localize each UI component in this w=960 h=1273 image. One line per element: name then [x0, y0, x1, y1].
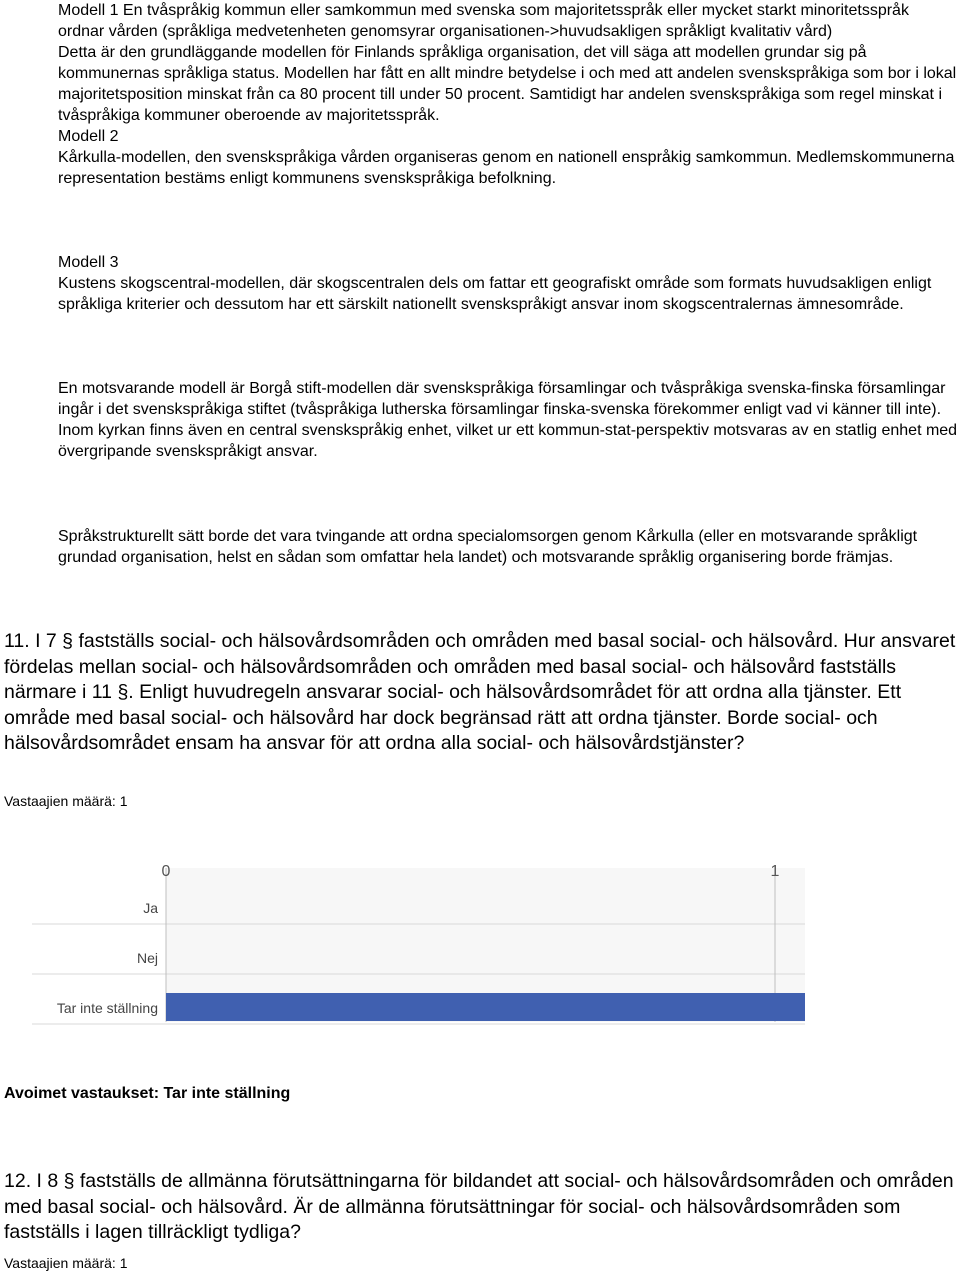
model1-title: Modell 1 En tvåspråkig kommun eller samkommun med svenska som majoritetsspråk eller mycket starkt minoritetsspråk ordnar vården (språkliga medvetenheten genomsyrar organisationen->huvudsakligen språkligt kvalitativ vård) — [58, 2, 909, 40]
model2-description: Kårkulla-modellen, den svenskspråkiga vården organiseras genom en nationell enspråkig samkommun. Medlemskommunerna representation bestäms enligt kommunens svenskspråkiga befolkning. — [58, 149, 955, 187]
chart-bar — [166, 993, 805, 1021]
model1-description: Detta är den grundläggande modellen för Finlands språkliga organisation, det vill säga att modellen grundar sig på kommunernas språkliga status. Modellen har fått en allt mindre betydelse i och med att andelen svenskspråkiga som bor i lokal majoritetsposition minskat från ca 80 procent till under 50 procent. Samtidigt har andelen svenskspråkiga som regel minskat i tvåspråkiga kommuner oberoende av majoritetsspråk. — [58, 44, 957, 124]
chart-x-tick-label: 1 — [770, 863, 780, 880]
q11-respondent-count: Vastaajien määrä: 1 — [4, 793, 128, 809]
chart-category-labels — [57, 900, 158, 1016]
q12-respondent-count: Vastaajien määrä: 1 — [4, 1255, 128, 1271]
question-11: 11. I 7 § fastställs social- och hälsovårdsområden och områden med basal social- och hälsovård. Hur ansvaret fördelas mellan social- och hälsovårdsområden och områden med basal social- och hälsovård fastställs närmare i 11 §. Enligt huvudregeln ansvarar social- och hälsovårdsområdet för att ordna alla tjänster. Ett område med basal social- och hälsovård har dock begränsad rätt att ordna tjänster. Borde social- och hälsovårdsområdet ensam ha ansvar för att ordna alla social- och hälsovårdstjänster? — [4, 630, 956, 754]
q11-open-answers: Avoimet vastaukset: Tar inte ställning — [4, 1085, 291, 1102]
borga-paragraph — [58, 378, 958, 462]
model3-title: Modell 3 — [58, 254, 119, 271]
chart-bars — [166, 993, 805, 1021]
sprak-text: Språkstrukturellt sätt borde det vara tvingande att ordna specialomsorgen genom Kårkulla (eller en motsvarande språkligt grundad organisation, helst en sådan som omfattar hela landet) och motsvarande språklig organisering borde främjas. — [58, 528, 918, 566]
model3-section — [58, 252, 958, 315]
chart-category-label: Nej — [136, 950, 158, 966]
question-12: 12. I 8 § fastställs de allmänna förutsättningarna för bildandet att social- och hälsovårdsområden och områden med basal social- och hälsovård. Är de allmänna förutsättningar för social- och hälsovårdsområden som fastställs i lagen tillräckligt tydliga? — [4, 1170, 954, 1243]
borga-text: En motsvarande modell är Borgå stift-modellen där svenskspråkiga församlingar och tvåspråkiga svenska-finska församlingar ingår i det svenskspråkiga stiftet (tvåspråkiga lutherska församlingar finska-svenska förekommer enligt vad vi känner till inte). Inom kyrkan finns även en central svenskspråkig enhet, vilket ur ett kommun-stat-perspektiv motsvaras av en statlig enhet med övergripande svenskspråkigt ansvar. — [58, 380, 958, 460]
model3-description: Kustens skogscentral-modellen, där skogscentralen dels om fattar ett geografiskt område som formats huvudsakligen enligt språkliga kriterier och dessutom har ett särskilt nationellt svenskspråkigt ansvar inom skogscentralernas ämnesområde. — [58, 275, 932, 313]
sprak-paragraph — [58, 526, 958, 568]
chart-category-label: Tar inte ställning — [56, 1000, 158, 1016]
chart-x-tick-label: 0 — [161, 863, 171, 880]
model2-title: Modell 2 — [58, 128, 119, 145]
intro-section — [58, 0, 958, 189]
chart-category-label: Ja — [143, 900, 158, 916]
q11-bar-chart — [0, 850, 960, 1030]
